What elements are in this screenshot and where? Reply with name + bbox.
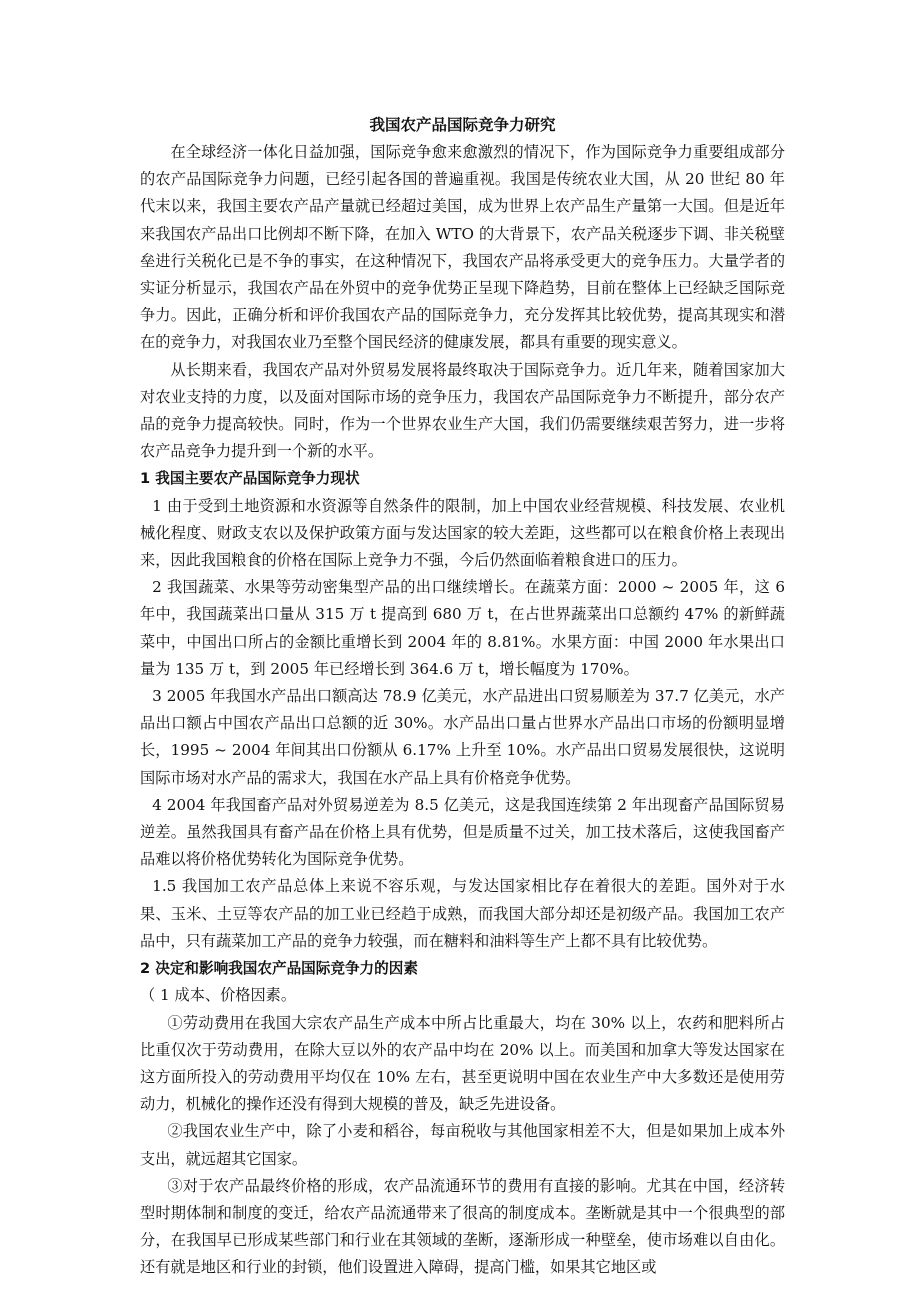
section-1-paragraph-1: 1 由于受到土地资源和水资源等自然条件的限制，加上中国农业经营规模、科技发展、农业机械化程度、财政支农以及保护政策方面与发达国家的较大差距，这些都可以在粮食价格上表现出来，因此我国粮食的价格在国际上竞争力不强，今后仍然面临着粮食进口的压力。 bbox=[140, 496, 785, 570]
section-1-paragraph-5: 1.5 我国加工农产品总体上来说不容乐观，与发达国家相比存在着很大的差距。国外对于水果、玉米、土豆等农产品的加工业已经趋于成熟，而我国大部分却还是初级产品。我国加工农产品中，只有蔬菜加工产品的竞争力较强，而在糖料和油料等生产上都不具有比较优势。 bbox=[140, 877, 785, 950]
section-2-heading: 2 决定和影响我国农产品国际竞争力的因素 bbox=[140, 960, 418, 978]
section-2-subheading: （ 1 成本、价格因素。 bbox=[140, 986, 297, 1005]
intro-paragraph-1: 在全球经济一体化日益加强，国际竞争愈来愈激烈的情况下，作为国际竞争力重要组成部分的农产品国际竞争力问题，已经引起各国的普遍重视。我国是传统农业大国，从 20 世纪 80 年代末以来，我国主要农产品产量就已经超过美国，成为世界上农产品生产量第一大国。但是近年来我国农产品出口比例却不断下降，在加入 WTO 的大背景下，农产品关税逐步下调、非关税壁垒进行关税化已是不争的事实，在这种情况下，我国农产品将承受更大的竞争压力。大量学者的实证分析显示，我国农产品在外贸中的竞争优势正呈现下降趋势，目前在整体上已经缺乏国际竞争力。因此，正确分析和评价我国农产品的国际竞争力，充分发挥其比较优势，提高其现实和潜在的竞争力，对我国农业乃至整个国民经济的健康发展，都具有重要的现实意义。 bbox=[140, 143, 785, 352]
document-page bbox=[140, 112, 785, 1282]
section-1-paragraph-2: 2 我国蔬菜、水果等劳动密集型产品的出口继续增长。在蔬菜方面：2000 ~ 2005 年，这 6 年中，我国蔬菜出口量从 315 万 t 提高到 680 万 t，在占世界蔬菜出口总额约 47% 的新鲜蔬菜中，中国出口所占的金额比重增长到 2004 年的 8.81%。水果方面：中国 2000 年水果出口量为 135 万 t，到 2005 年已经增长到 364.6 万 t，增长幅度为 170%。 bbox=[140, 578, 785, 678]
section-2-paragraph-1: ①劳动费用在我国大宗农产品生产成本中所占比重最大，均在 30% 以上，农药和肥料所占比重仅次于劳动费用，在除大豆以外的农产品中均在 20% 以上。而美国和加拿大等发达国家在这方面所投入的劳动费用平均仅在 10% 左右，甚至更说明中国在农业生产中大多数还是使用劳动力，机械化的操作还没有得到大规模的普及，缺乏先进设备。 bbox=[140, 1013, 785, 1114]
intro-paragraph-2: 从长期来看，我国农产品对外贸易发展将最终取决于国际竞争力。近几年来，随着国家加大对农业支持的力度，以及面对国际市场的竞争压力，我国农产品国际竞争力不断提升，部分农产品的竞争力提高较快。同时，作为一个世界农业生产大国，我们仍需要继续艰苦努力，进一步将农产品竞争力提升到一个新的水平。 bbox=[140, 360, 785, 461]
section-1-paragraph-4: 4 2004 年我国畜产品对外贸易逆差为 8.5 亿美元，这是我国连续第 2 年出现畜产品国际贸易逆差。虽然我国具有畜产品在价格上具有优势，但是质量不过关，加工技术落后，这使我国畜产品难以将价格优势转化为国际竞争优势。 bbox=[140, 795, 785, 869]
section-1-paragraph-3: 3 2005 年我国水产品出口额高达 78.9 亿美元，水产品进出口贸易顺差为 37.7 亿美元，水产品出口额占中国农产品出口总额的近 30%。水产品出口量占世界水产品出口市场的份额明显增长，1995 ~ 2004 年间其出口份额从 6.17% 上升至 10%。水产品出口贸易发展很快，这说明国际市场对水产品的需求大，我国在水产品上具有价格竞争优势。 bbox=[140, 687, 785, 787]
section-2-paragraph-3: ③对于农产品最终价格的形成，农产品流通环节的费用有直接的影响。尤其在中国，经济转型时期体制和制度的变迁，给农产品流通带来了很高的制度成本。垄断就是其中一个很典型的部分，在我国早已形成某些部门和行业在其领域的垄断，逐渐形成一种壁垒，使市场难以自由化。还有就是地区和行业的封锁，他们设置进入障碍，提高门槛，如果其它地区或 bbox=[140, 1176, 785, 1277]
document-title: 我国农产品国际竞争力研究 bbox=[369, 116, 556, 134]
section-1-heading: 1 我国主要农产品国际竞争力现状 bbox=[140, 470, 360, 488]
section-2-paragraph-2: ②我国农业生产中，除了小麦和稻谷，每亩税收与其他国家相差不大，但是如果加上成本外支出，就远超其它国家。 bbox=[140, 1122, 785, 1168]
